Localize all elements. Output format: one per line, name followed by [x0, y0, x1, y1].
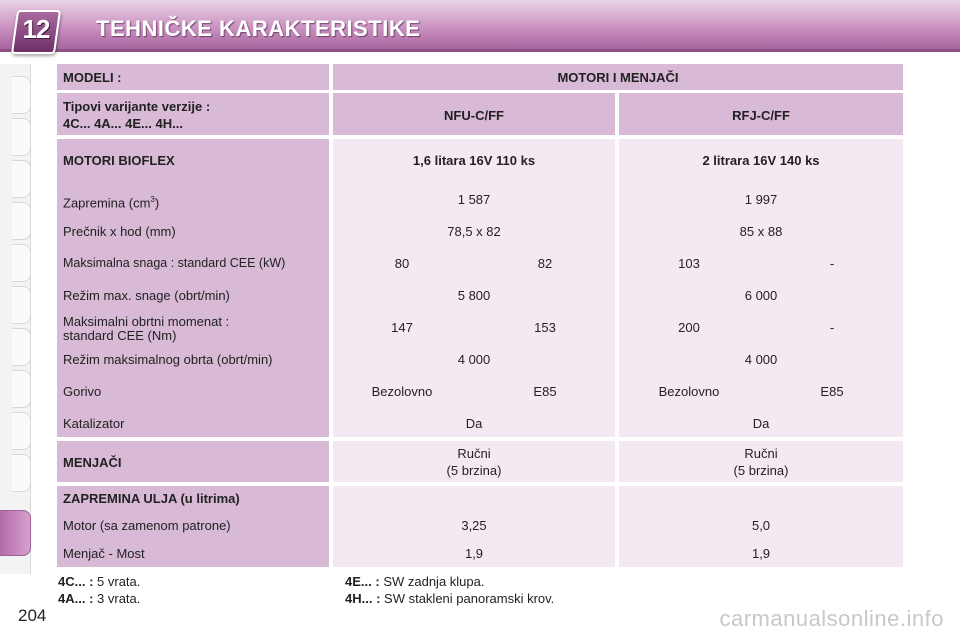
chapter-tab-active[interactable] — [0, 510, 31, 556]
engine-col2-title: 2 litrara 16V 140 ks — [702, 153, 820, 168]
variants-label-line2: 4C... 4A... 4E... 4H... — [63, 116, 183, 131]
fuel-col2a: Bezolovno — [658, 384, 720, 399]
page-number: 204 — [18, 606, 47, 625]
engines-gearboxes-label: MOTORI I MENJAČI — [557, 70, 679, 85]
max-torque-col1a: 147 — [391, 320, 413, 335]
footnote: 4H... : SW stakleni panoramski krov. — [345, 591, 555, 606]
models-label: MODELI : — [63, 70, 122, 85]
footnote: 4C... : 5 vrata. — [58, 574, 141, 589]
gearbox-col2-line1: Ručni — [744, 446, 778, 461]
variant-col2-code: RFJ-C/FF — [732, 108, 790, 123]
max-power-label: Maksimalna snaga : standard CEE (kW) — [63, 256, 286, 270]
footnote: 4A... : 3 vrata. — [58, 591, 141, 606]
max-power-rpm-label: Režim max. snage (obrt/min) — [63, 288, 230, 303]
chapter-tab[interactable] — [12, 244, 31, 282]
oil-gearbox-col1: 1,9 — [464, 546, 484, 561]
fuel-col1b: E85 — [533, 384, 557, 399]
watermark: carmanualsonline.info — [719, 606, 944, 631]
max-power-col2a: 103 — [678, 256, 700, 271]
variants-label-line1: Tipovi varijante verzije : — [63, 99, 211, 114]
chapter-number: 12 — [22, 14, 50, 44]
bore-stroke-label: Prečnik x hod (mm) — [63, 224, 176, 239]
max-torque-rpm-col1: 4 000 — [457, 352, 491, 367]
max-power-col1b: 82 — [537, 256, 553, 271]
oil-engine-col1: 3,25 — [461, 518, 487, 533]
chapter-tab-rail — [0, 64, 31, 574]
footnote: 4E... : SW zadnja klupa. — [345, 574, 485, 589]
max-torque-col1b: 153 — [534, 320, 556, 335]
chapter-tab[interactable] — [12, 286, 31, 324]
oil-engine-label: Motor (sa zamenom patrone) — [63, 518, 231, 533]
max-torque-label-line2: standard CEE (Nm) — [63, 328, 177, 343]
engine-col1-title: 1,6 litara 16V 110 ks — [412, 153, 536, 168]
displacement-col2: 1 997 — [744, 192, 778, 207]
gearbox-col2-line2: (5 brzina) — [733, 463, 789, 478]
bore-stroke-col1: 78,5 x 82 — [447, 224, 501, 239]
max-torque-label-line1: Maksimalni obrtni momenat : — [63, 314, 230, 329]
max-power-col1a: 80 — [394, 256, 410, 271]
fuel-col1a: Bezolovno — [371, 384, 433, 399]
oil-engine-col2: 5,0 — [751, 518, 771, 533]
page-title: TEHNIČKE KARAKTERISTIKE — [96, 16, 421, 41]
oil-section-label: ZAPREMINA ULJA (u litrima) — [63, 491, 240, 506]
bore-stroke-col2: 85 x 88 — [739, 224, 783, 239]
max-torque-col2b: - — [829, 320, 835, 335]
chapter-tab[interactable] — [12, 202, 31, 240]
catalyst-label: Katalizator — [63, 416, 125, 431]
chapter-tab[interactable] — [12, 328, 31, 366]
chapter-tab[interactable] — [12, 370, 31, 408]
fuel-label: Gorivo — [63, 384, 102, 399]
catalyst-col2: Da — [752, 416, 770, 431]
chapter-tab[interactable] — [12, 454, 31, 492]
displacement-col1: 1 587 — [457, 192, 491, 207]
chapter-tab[interactable] — [12, 412, 31, 450]
max-torque-rpm-col2: 4 000 — [744, 352, 778, 367]
variant-col1-code: NFU-C/FF — [444, 108, 504, 123]
max-power-rpm-col1: 5 800 — [457, 288, 491, 303]
gearbox-col1-line1: Ručni — [457, 446, 491, 461]
chapter-tab[interactable] — [12, 76, 31, 114]
max-torque-col2a: 200 — [678, 320, 700, 335]
gearbox-label: MENJAČI — [63, 455, 122, 470]
gearbox-col1-line2: (5 brzina) — [446, 463, 502, 478]
oil-gearbox-col2: 1,9 — [751, 546, 771, 561]
chapter-tab[interactable] — [12, 118, 31, 156]
max-power-col2b: - — [829, 256, 835, 271]
fuel-col2b: E85 — [820, 384, 844, 399]
max-power-rpm-col2: 6 000 — [744, 288, 778, 303]
chapter-tab[interactable] — [12, 160, 31, 198]
oil-gearbox-label: Menjač - Most — [63, 546, 145, 561]
max-torque-rpm-label: Režim maksimalnog obrta (obrt/min) — [63, 352, 273, 367]
catalyst-col1: Da — [465, 416, 483, 431]
displacement-label: Zapremina $(cm^3)$ — [63, 195, 160, 211]
engines-section-label: MOTORI BIOFLEX — [63, 153, 175, 168]
